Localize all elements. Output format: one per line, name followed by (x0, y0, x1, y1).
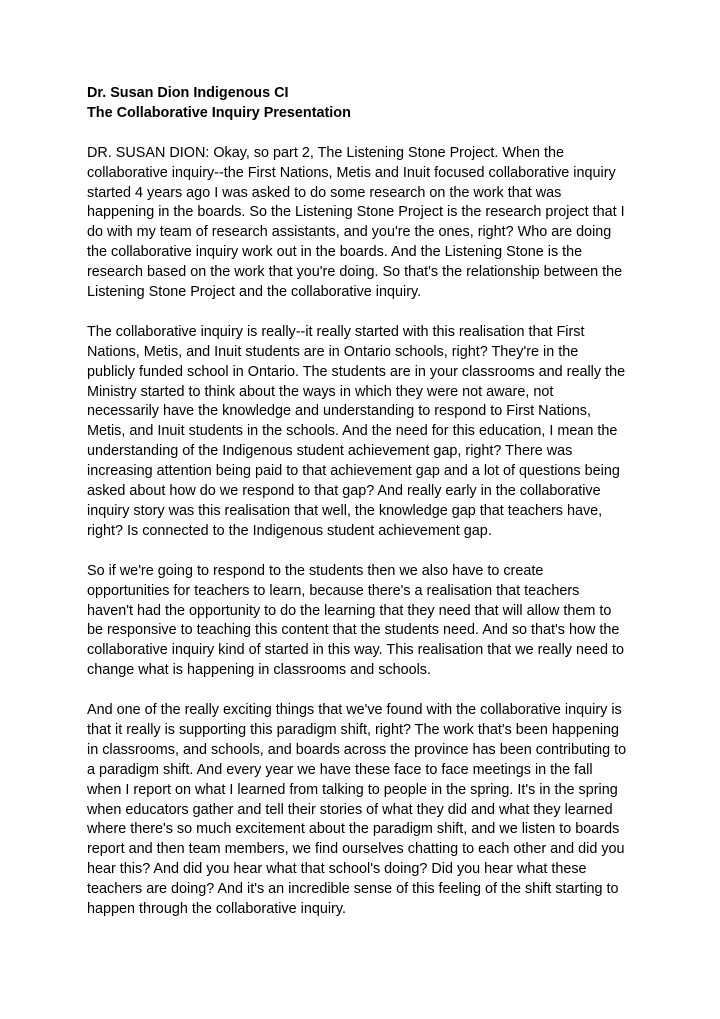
document-subtitle: The Collaborative Inquiry Presentation (87, 104, 351, 121)
text-line: Listening Stone Project and the collaborative inquiry. (87, 284, 422, 301)
spacer (87, 303, 647, 323)
document-title: Dr. Susan Dion Indigenous CI (87, 85, 289, 101)
text-line: DR. SUSAN DION: Okay, so part 2, The Listening Stone Project. When the (87, 144, 564, 161)
text-line: increasing attention being paid to that achievement gap and a lot of questions being (87, 463, 620, 480)
text-line: inquiry story was this realisation that well, the knowledge gap that teachers have, (87, 503, 603, 519)
text-line: happen through the collaborative inquiry. (87, 901, 346, 918)
text-line: that it really is supporting this paradigm shift, right? The work that's been happening (87, 721, 620, 738)
text-line: collaborative inquiry kind of started in this way. This realisation that we really need to (87, 642, 624, 659)
text-line: research based on the work that you're doing. So that's the relationship between the (87, 264, 623, 281)
text-line: be responsive to teaching this content that the students need. And so that's how the (87, 622, 620, 639)
paragraph-1 (87, 144, 647, 303)
text-line: publicly funded school in Ontario. The students are in your classrooms and really the (87, 363, 626, 380)
spacer (87, 542, 647, 562)
paragraph-2 (87, 323, 647, 542)
text-line: haven't had the opportunity to do the learning that they need that will allow them to (87, 602, 612, 619)
text-line: Ministry started to think about the ways in which they were not aware, not (87, 383, 554, 400)
paragraph-3 (87, 562, 647, 681)
text-line: the collaborative inquiry work out in the boards. And the Listening Stone is the (87, 244, 583, 261)
text-line: change what is happening in classrooms and schools. (87, 662, 431, 679)
spacer (87, 681, 647, 701)
text-line: asked about how do we respond to that gap? And really early in the collaborative (87, 483, 601, 500)
text-line: happening in the boards. So the Listening Stone Project is the research project that I (87, 204, 625, 221)
text-line: started 4 years ago I was asked to do some research on the work that was (87, 184, 562, 201)
text-line: a paradigm shift. And every year we have these face to face meetings in the fall (87, 761, 593, 778)
text-line: necessarily have the knowledge and understanding to respond to First Nations, (87, 403, 591, 420)
document-page (87, 84, 647, 920)
text-line: collaborative inquiry--the First Nations, Metis and Inuit focused collaborative inquiry (87, 164, 616, 181)
paragraph-4 (87, 701, 647, 920)
text-line: where there's so much excitement about the paradigm shift, and we listen to boards (87, 821, 620, 838)
text-line: opportunities for teachers to learn, because there's a realisation that teachers (87, 582, 580, 599)
text-line: report and then team members, we find ourselves chatting to each other and did you (87, 841, 625, 858)
text-line: Metis, and Inuit students in the schools. And the need for this education, I mean the (87, 423, 618, 440)
spacer (87, 124, 647, 144)
text-line: teachers are doing? And it's an incredible sense of this feeling of the shift starting to (87, 881, 619, 898)
text-line: The collaborative inquiry is really--it really started with this realisation that First (87, 323, 585, 340)
text-line: And one of the really exciting things that we've found with the collaborative inquiry is (87, 702, 622, 719)
text-line: in classrooms, and schools, and boards across the province has been contributing to (87, 741, 627, 758)
text-line: understanding of the Indigenous student achievement gap, right? There was (87, 443, 573, 460)
text-line: when I report on what I learned from talking to people in the spring. It's in the spring (87, 781, 618, 798)
text-line: hear this? And did you hear what that school's doing? Did you hear what these (87, 861, 587, 878)
text-line: do with my team of research assistants, and you're the ones, right? Who are doing (87, 224, 612, 241)
text-line: Nations, Metis, and Inuit students are in Ontario schools, right? They're in the (87, 343, 579, 360)
text-line: right? Is connected to the Indigenous student achievement gap. (87, 522, 492, 539)
text-line: when educators gather and tell their stories of what they did and what they learned (87, 801, 613, 818)
text-line: So if we're going to respond to the students then we also have to create (87, 562, 544, 579)
